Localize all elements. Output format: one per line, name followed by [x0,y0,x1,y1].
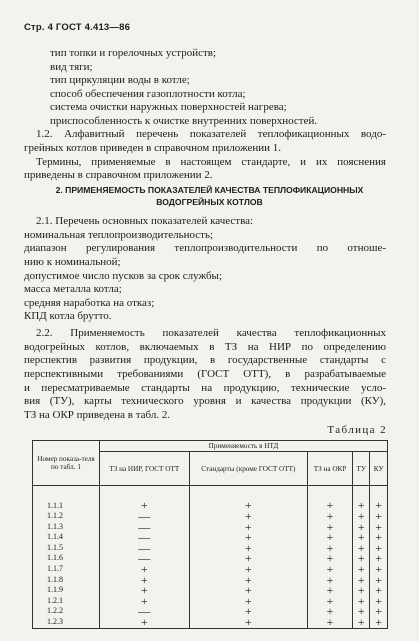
col-header: ТУ [353,452,370,486]
terms-line: Термины, применяемые в настоящем стандарте, и их пояснения [36,156,386,168]
intro-line: система очистки наружных поверхностей нагрева; [50,101,287,113]
applicability-mark: + [353,522,370,533]
paragraph-2-1-line: диапазон регулирования теплопроизводительности по отноше- [24,242,386,254]
intro-line: тип циркуляции воды в котле; [50,74,190,86]
applicability-mark: + [370,500,388,511]
applicability-mark: + [353,617,370,628]
applicability-mark: + [353,606,370,617]
applicability-mark: — [100,553,190,564]
applicability-mark: + [370,575,388,586]
applicability-mark: + [189,564,308,575]
table-row [33,511,388,522]
paragraph-2-2-line: перспектив развития продукции, в государственные стандарты с [24,354,386,366]
table-row [33,532,388,543]
applicability-mark: + [308,617,353,628]
applicability-mark: + [189,585,308,596]
applicability-mark: + [100,596,190,607]
paragraph-1-2-line: грейных котлов приведен в справочном приложении 1. [24,142,282,154]
intro-line: способ обеспечения газоплотности котла; [50,88,246,100]
table-row [33,553,388,564]
applicability-mark: + [370,617,388,628]
paragraph-2-2-line: вия (ТУ), карты технического уровня и качества продукции (КУ), [24,395,386,407]
indicator-number: 1.2.1 [33,596,100,607]
applicability-mark: + [100,575,190,586]
section-heading: ВОДОГРЕЙНЫХ КОТЛОВ [156,197,263,207]
applicability-mark: + [370,522,388,533]
applicability-mark: — [100,522,190,533]
applicability-mark: + [189,532,308,543]
table-row [33,606,388,617]
applicability-mark: + [308,553,353,564]
indicator-number: 1.1.6 [33,553,100,564]
applicability-mark: + [308,543,353,554]
indicator-number: 1.2.3 [33,617,100,628]
paragraph-2-1-line: масса металла котла; [24,283,122,295]
applicability-mark: + [353,500,370,511]
indicator-number: 1.1.9 [33,585,100,596]
applicability-mark: + [308,606,353,617]
paragraph-2-1-line: нию к номинальной; [24,256,121,268]
applicability-mark: + [308,500,353,511]
applicability-mark: + [100,585,190,596]
applicability-mark: + [370,553,388,564]
indicator-number: 1.1.2 [33,511,100,522]
indicator-number: 1.2.2 [33,606,100,617]
applicability-mark: + [353,585,370,596]
applicability-mark: + [100,500,190,511]
applicability-mark: — [100,543,190,554]
applicability-mark: + [353,575,370,586]
applicability-mark: + [370,511,388,522]
applicability-mark: — [100,606,190,617]
table-row [33,564,388,575]
col-header: ТЗ на ОКР [308,452,353,486]
intro-line: тип топки и горелочных устройств; [50,47,217,59]
col-header: Стандарты (кроме ГОСТ ОТТ) [189,452,308,486]
indicator-number: 1.1.7 [33,564,100,575]
paragraph-2-1-line: 2.1. Перечень основных показателей качества: [36,215,254,227]
applicability-mark: + [189,575,308,586]
paragraph-2-1-line: допустимое число пусков за срок службы; [24,270,223,282]
applicability-mark: + [353,564,370,575]
applicability-mark: + [308,575,353,586]
col-header: КУ [370,452,388,486]
applicability-mark: + [100,564,190,575]
applicability-mark: + [353,511,370,522]
section-heading: 2. ПРИМЕНЯЕМОСТЬ ПОКАЗАТЕЛЕЙ КАЧЕСТВА ТЕПЛОФИКАЦИОННЫХ [55,185,364,195]
applicability-mark: + [189,606,308,617]
indicator-number: 1.1.5 [33,543,100,554]
applicability-mark: + [189,500,308,511]
applicability-mark: + [353,532,370,543]
indicator-number: 1.1.4 [33,532,100,543]
terms-line: приведены в справочном приложении 2. [24,169,213,181]
applicability-mark: — [100,532,190,543]
indicator-number: 1.1.1 [33,500,100,511]
applicability-table [32,440,388,629]
applicability-mark: + [308,532,353,543]
col-group-header: Применяемость в НТД [100,441,388,452]
applicability-mark: + [353,543,370,554]
paragraph-2-2-line: перспективными требованиями (ГОСТ ОТТ), в разрабатываемые [24,368,386,380]
applicability-mark: + [189,553,308,564]
paragraph-1-2-line: 1.2. Алфавитный перечень показателей теплофикационных водо- [36,128,386,140]
applicability-mark: + [189,522,308,533]
table-row [33,522,388,533]
applicability-mark: + [370,596,388,607]
applicability-mark: + [189,596,308,607]
table-row [33,543,388,554]
applicability-mark: + [308,564,353,575]
applicability-mark: + [189,511,308,522]
applicability-mark: + [353,596,370,607]
paragraph-2-2-line: 2.2. Применяемость показателей качества теплофикационных [36,327,386,339]
col-header: ТЗ на НИР, ГОСТ ОТТ [100,452,190,486]
applicability-mark: + [353,553,370,564]
table-caption: Таблица 2 [327,424,387,436]
indicator-number: 1.1.3 [33,522,100,533]
paragraph-2-1-line: номинальная теплопроизводительность; [24,229,214,241]
applicability-mark: + [370,564,388,575]
col-header-number: Номер показа-теля по табл. 1 [33,441,100,486]
table-row [33,617,388,628]
applicability-mark: + [308,596,353,607]
table-row [33,500,388,511]
applicability-mark: + [370,543,388,554]
applicability-mark: + [308,522,353,533]
intro-line: приспособленность к очистке внутренних поверхностей. [50,115,318,127]
applicability-mark: + [370,606,388,617]
applicability-mark: + [100,617,190,628]
applicability-mark: + [308,511,353,522]
applicability-mark: + [370,585,388,596]
intro-line: вид тяги; [50,61,93,73]
page-header: Стр. 4 ГОСТ 4.413—86 [24,22,131,33]
applicability-mark: — [100,511,190,522]
applicability-mark: + [189,543,308,554]
applicability-mark: + [189,617,308,628]
indicator-number: 1.1.8 [33,575,100,586]
paragraph-2-2-line: ТЗ на ОКР приведена в табл. 2. [24,409,171,421]
paragraph-2-2-line: и пересматриваемые стандарты на продукцию, технические усло- [24,382,386,394]
table-row [33,596,388,607]
table-row [33,585,388,596]
paragraph-2-2-line: водогрейных котлов, включаемых в ТЗ на НИР по определению [24,341,386,353]
applicability-mark: + [308,585,353,596]
paragraph-2-1-line: КПД котла брутто. [24,310,112,322]
table-row [33,575,388,586]
paragraph-2-1-line: средняя наработка на отказ; [24,297,155,309]
applicability-mark: + [370,532,388,543]
